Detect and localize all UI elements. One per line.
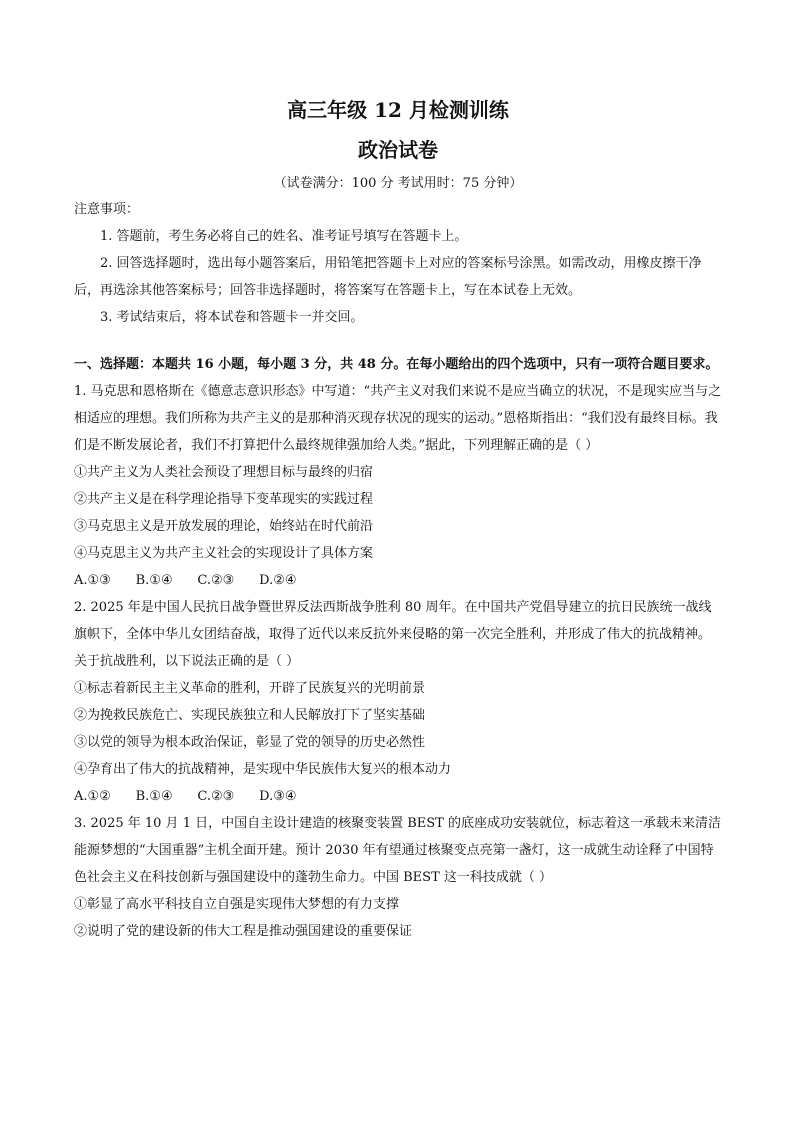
question-option: ②说明了党的建设新的伟大工程是推动强国建设的重要保证 (74, 924, 413, 939)
notice-item: 2. 回答选择题时，选出每小题答案后，用铅笔把答题卡上对应的答案标号涂黑。如需改动，用橡皮擦干净后，再选涂其他答案标号；回答非选择题时，将答案写在答题卡上，写在本试卷上无效。 (74, 256, 702, 298)
notice-item: 1. 答题前，考生务必将自己的姓名、准考证号填写在答题卡上。 (100, 229, 468, 244)
question-option: ②为挽救民族危亡、实现民族独立和人民解放打下了坚实基础 (74, 708, 426, 723)
notice-heading: 注意事项： (74, 202, 140, 217)
question-option: ③马克思主义是开放发展的理论，始终站在时代前沿 (74, 519, 374, 534)
question-stem: 3. 2025 年 10 月 1 日，中国自主设计建造的核聚变装置 BEST 的底座成功安装就位，标志着这一承载未来清洁能源梦想的“大国重器”主机全面开建。预计 2030 年有望通过核聚变点亮第一盏灯，这一成就生动诠释了中国特色社会主义在科技创新与强国建设中的蓬勃生命力。中国 BEST 这一科技成就（ ） (74, 816, 721, 885)
question-option: ④马克思主义为共产主义社会的实现设计了具体方案 (74, 546, 374, 561)
question-option: ④孕育出了伟大的抗战精神，是实现中华民族伟大复兴的根本动力 (74, 762, 452, 777)
question-option: ①标志着新民主主义革命的胜利，开辟了民族复兴的光明前景 (74, 681, 426, 696)
question-3 (74, 810, 722, 945)
question-option: ①彰显了高水平科技自立自强是实现伟大梦想的有力支撑 (74, 897, 400, 912)
exam-subject: 政治试卷 (358, 138, 438, 162)
answer-choices: A.①③ B.①④ C.②③ D.②④ (74, 573, 297, 588)
notice-block (74, 196, 722, 331)
section-heading: 一、选择题：本题共 16 小题，每小题 3 分，共 48 分。在每小题给出的四个选项中，只有一项符合题目要求。 (74, 357, 719, 372)
exam-title: 高三年级 12 月检测训练 (287, 98, 509, 122)
question-option: ②共产主义是在科学理论指导下变革现实的实践过程 (74, 492, 374, 507)
question-1 (74, 378, 722, 594)
question-2 (74, 594, 722, 810)
question-option: ③以党的领导为根本政治保证，彰显了党的领导的历史必然性 (74, 735, 426, 750)
question-stem: 2. 2025 年是中国人民抗日战争暨世界反法西斯战争胜利 80 周年。在中国共产党倡导建立的抗日民族统一战线旗帜下，全体中华儿女团结奋战，取得了近代以来反抗外来侵略的第一次完全胜利，并形成了伟大的抗战精神。关于抗战胜利，以下说法正确的是（ ） (74, 600, 712, 669)
answer-choices: A.①② B.①④ C.②③ D.③④ (74, 789, 297, 804)
question-stem: 1. 马克思和恩格斯在《德意志意识形态》中写道：“共产主义对我们来说不是应当确立的状况，不是现实应当与之相适应的理想。我们所称为共产主义的是那种消灭现存状况的现实的运动。”恩格斯指出：“我们没有最终目标。我们是不断发展论者，我们不打算把什么最终规律强加给人类。”据此，下列理解正确的是（ ） (74, 384, 722, 453)
exam-info: （试卷满分：100 分 考试用时：75 分钟） (273, 176, 523, 191)
question-option: ①共产主义为人类社会预设了理想目标与最终的归宿 (74, 465, 374, 480)
notice-item: 3. 考试结束后，将本试卷和答题卡一并交回。 (100, 310, 364, 325)
